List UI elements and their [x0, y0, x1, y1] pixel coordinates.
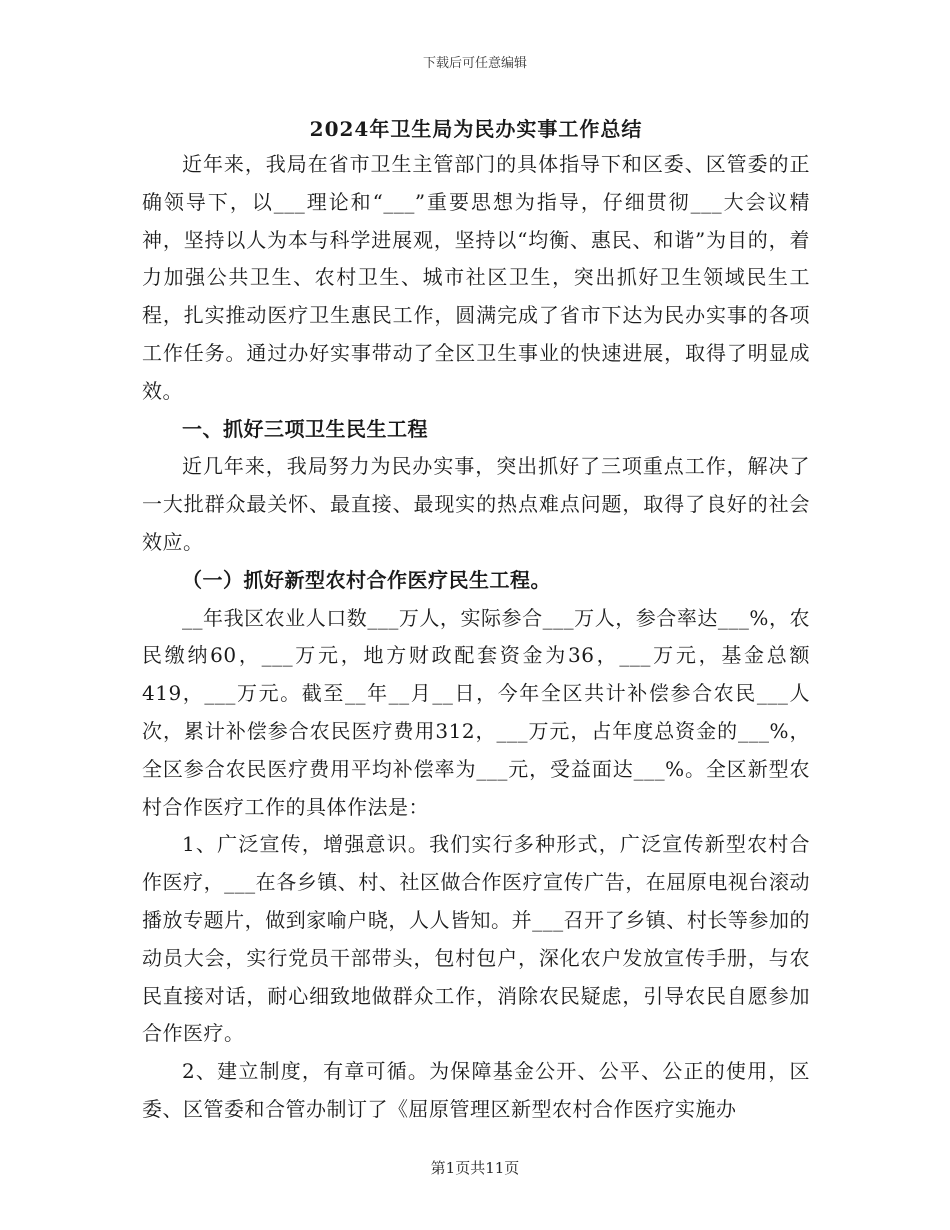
section-1-paragraph: 近几年来，我局努力为民办实事，突出抓好了三项重点工作，解决了一大批群众最关怀、最直接、最现实的热点难点问题，取得了良好的社会效应。	[142, 454, 810, 554]
intro-paragraph: 近年来，我局在省市卫生主管部门的具体指导下和区委、区管委的正确领导下，以___理论和“___”重要思想为指导，仔细贯彻___大会议精神，坚持以人为本与科学进展观，坚持以“均衡、惠民、和谐”为目的，着力加强公共卫生、农村卫生、城市社区卫生，突出抓好卫生领域民生工程，扎实推动医疗卫生惠民工作，圆满完成了省市下达为民办实事的各项工作任务。通过办好实事带动了全区卫生事业的快速进展，取得了明显成效。	[142, 152, 810, 403]
document-title: 2024年卫生局为民办实事工作总结	[309, 117, 643, 141]
method-paragraph-1: 1、广泛宣传，增强意识。我们实行多种形式，广泛宣传新型农村合作医疗，___在各乡镇、村、社区做合作医疗宣传广告，在屈原电视台滚动播放专题片，做到家喻户晓，人人皆知。并___召开了乡镇、村长等参加的动员大会，实行党员干部带头，包村包户，深化农户发放宣传手册，与农民直接对话，耐心细致地做群众工作，消除农民疑虑，引导农民自愿参加合作医疗。	[142, 832, 810, 1046]
document-body	[142, 112, 810, 1129]
page-footer: 第1页共11页	[430, 1159, 520, 1177]
statistics-paragraph: __年我区农业人口数___万人，实际参合___万人，参合率达___%，农民缴纳60，___万元，地方财政配套资金为36，___万元，基金总额419，___万元。截至__年__月__日，今年全区共计补偿参合农民___人次，累计补偿参合农民医疗费用312，___万元，占年度总资金的___%，全区参合农民医疗费用平均补偿率为___元，受益面达___%。全区新型农村合作医疗工作的具体作法是：	[142, 605, 810, 819]
subsection-heading-1: （一）抓好新型农村合作医疗民生工程。	[182, 567, 551, 592]
method-paragraph-2: 2、建立制度，有章可循。为保障基金公开、公平、公正的使用，区委、区管委和合管办制订了《屈原管理区新型农村合作医疗实施办	[142, 1059, 810, 1121]
page-header: 下载后可任意编辑	[422, 56, 527, 71]
section-heading-1: 一、抓好三项卫生民生工程	[182, 416, 428, 441]
